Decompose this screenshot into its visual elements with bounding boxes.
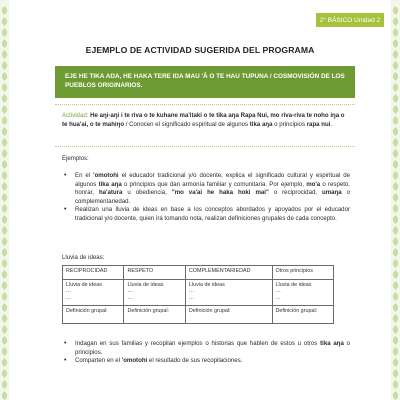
decorative-border-right [391, 0, 400, 400]
table-cell: Lluvia de ideas … … [63, 280, 124, 306]
table-cell: Definición grupal: [272, 306, 333, 324]
table-header-cell: COMPLEMENTARIEDAD [185, 266, 272, 280]
bullet-icon: • [64, 172, 67, 179]
brainstorm-table [62, 265, 334, 324]
table-cell: Lluvia de ideas … … [272, 280, 333, 306]
table-row [63, 266, 334, 280]
theme-banner: EJE HE TIKA AŊA, HE HAKA TERE IŊA MAU 'Ā O TE HAU TUPUNA / COSMOVISIÓN DE LOS PUEBLOS ORIGINARIOS. [55, 66, 355, 98]
divider [55, 146, 355, 147]
closing-list [62, 340, 350, 366]
bullet-icon: • [64, 206, 67, 214]
examples-heading: Ejemplos: [62, 155, 89, 162]
table-row [63, 280, 334, 306]
table-cell: Definición grupal: [185, 306, 272, 324]
table-cell: Lluvia de ideas … … [185, 280, 272, 306]
divider [55, 104, 355, 105]
examples-list [62, 172, 350, 224]
list-item: • Comparten en el 'omotohi el resultado de sus recopilaciones. [64, 357, 243, 365]
table-header-cell: RECIPROCIDAD [63, 266, 124, 280]
bullet-icon: • [64, 357, 67, 365]
activity-rapanui-text: He aŋi-aŋi i te riva o te kuhane ma'itaki o te tika aŋa Rapa Nui, mo riva-riva te noho iŋa o te hua'ai, o te mahiŋo [62, 112, 345, 128]
table-header-cell: Otros principios [272, 266, 333, 280]
table-header-cell: RESPETO [124, 266, 185, 280]
table-cell: Lluvia de ideas … … [124, 280, 185, 306]
list-item: • Indagan en sus familias y recopilan ejemplos o historias que hablen de estos u otros tika aŋa o principios. [64, 340, 350, 356]
brainstorm-heading: Lluvia de ideas: [62, 254, 105, 261]
table-row [63, 306, 334, 324]
activity-description: Actividad: He aŋi-aŋi i te riva o te kuhane ma'itaki o te tika aŋa Rapa Nui, mo riva-riva te noho iŋa o te hua'ai, o te mahiŋo / Conocen el significado espiritual de algunos tika aŋa o principios rapa nui. [62, 112, 345, 128]
table-cell: Definición grupal: [63, 306, 124, 324]
table-cell: Definición grupal: [124, 306, 185, 324]
list-item: • En el 'omotohi el educador tradicional y/o docente, explica el significado cultural y espiritual de algunos tika aŋa o principios que dan armonía familiar y comunitaria. Por ejemplo, mo'a o respeto, honrar, ha'atura u obediencia, "mo va'ai he haka hoki mai" o reciprocidad, umaŋa o complementariedad. [64, 172, 350, 205]
page-title: EJEMPLO DE ACTIVIDAD SUGERIDA DEL PROGRAMA [85, 45, 315, 55]
list-item: • Realizan una lluvia de ideas en base a los conceptos abordados y apoyados por el educador tradicional y/o docente, quien irá tomando nota, realizan definiciones grupales de cada concepto. [64, 206, 350, 222]
decorative-border-left [0, 0, 9, 400]
grade-badge: 2° BÁSICO Unidad 2 [316, 13, 384, 27]
bullet-icon: • [64, 340, 67, 347]
activity-label: Actividad: [62, 112, 89, 119]
